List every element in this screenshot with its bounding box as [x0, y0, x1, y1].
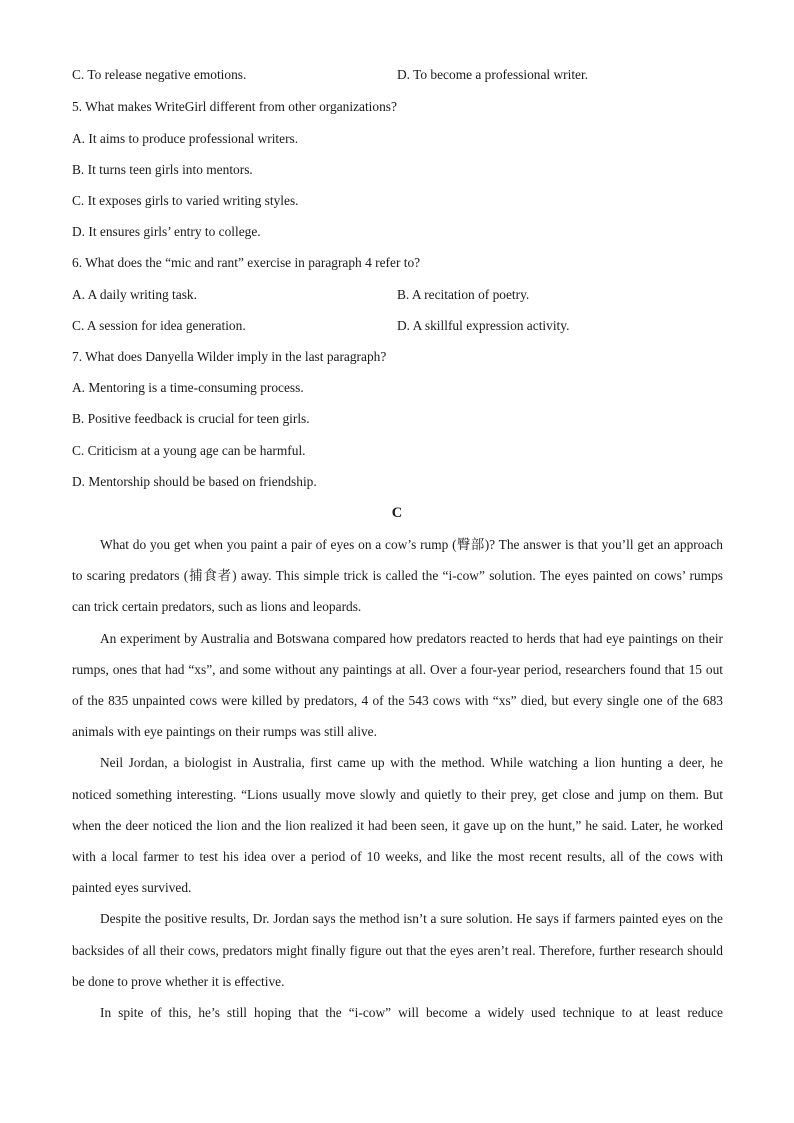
q6-option-c: C. A session for idea generation. [72, 318, 246, 333]
passage-paragraph-2: An experiment by Australia and Botswana compared how predators reacted to herds that had eye paintings on their rumps, ones that had “xs”, and some without any paintings at all. Over a four-year period, researchers found that 15 out of the 835 unpainted cows were killed by predators, 4 of the 543 cows with “xs” died, but every single one of the 683 animals with eye paintings on their rumps was still alive. [72, 630, 723, 740]
q5-option-b: B. It turns teen girls into mentors. [72, 162, 253, 177]
q5-option-a: A. It aims to produce professional writers. [72, 131, 299, 146]
q5-stem: 5. What makes WriteGirl different from other organizations? [72, 99, 397, 114]
q5-option-d: D. It ensures girls’ entry to college. [72, 224, 261, 239]
passage-paragraph-3: Neil Jordan, a biologist in Australia, first came up with the method. While watching a lion hunting a deer, he noticed something interesting. “Lions usually move slowly and quietly to their prey, get close and jump on them. But when the deer noticed the lion and the lion realized it had been seen, it gave up on the hunt,” he said. Later, he worked with a local farmer to test his idea over a period of 10 weeks, and like the most recent results, all of the cows with painted eyes survived. [72, 755, 723, 896]
q6-option-a: A. A daily writing task. [72, 287, 197, 302]
q7-stem: 7. What does Danyella Wilder imply in the last paragraph? [72, 349, 387, 364]
q7-option-a: A. Mentoring is a time-consuming process. [72, 380, 304, 395]
q6-option-d: D. A skillful expression activity. [397, 318, 570, 333]
q6-stem: 6. What does the “mic and rant” exercise in paragraph 4 refer to? [72, 255, 421, 270]
passage-heading: C [391, 505, 403, 521]
passage-paragraph-4: Despite the positive results, Dr. Jordan says the method isn’t a sure solution. He says if farmers painted eyes on the backsides of all their cows, predators might finally figure out that the eyes aren’t real. Therefore, further research should be done to prove whether it is effective. [72, 911, 723, 989]
passage-paragraph-5: In spite of this, he’s still hoping that the “i-cow” will become a widely used technique to at least reduce [100, 1005, 723, 1021]
q6-option-b: B. A recitation of poetry. [397, 287, 530, 302]
q7-option-b: B. Positive feedback is crucial for teen girls. [72, 411, 310, 426]
passage-body [72, 529, 723, 1028]
q5-option-c: C. It exposes girls to varied writing styles. [72, 193, 299, 208]
q4-option-d: D. To become a professional writer. [397, 67, 589, 82]
passage-paragraph-1: What do you get when you paint a pair of eyes on a cow’s rump (臀部)? The answer is that you’ll get an approach to scaring predators (捕食者) away. This simple trick is called the “i-cow” solution. The eyes painted on cows’ rumps can trick certain predators, such as lions and leopards. [72, 537, 723, 615]
q4-option-c: C. To release negative emotions. [72, 67, 247, 82]
q7-option-c: C. Criticism at a young age can be harmful. [72, 443, 306, 458]
q7-option-d: D. Mentorship should be based on friendship. [72, 474, 317, 489]
